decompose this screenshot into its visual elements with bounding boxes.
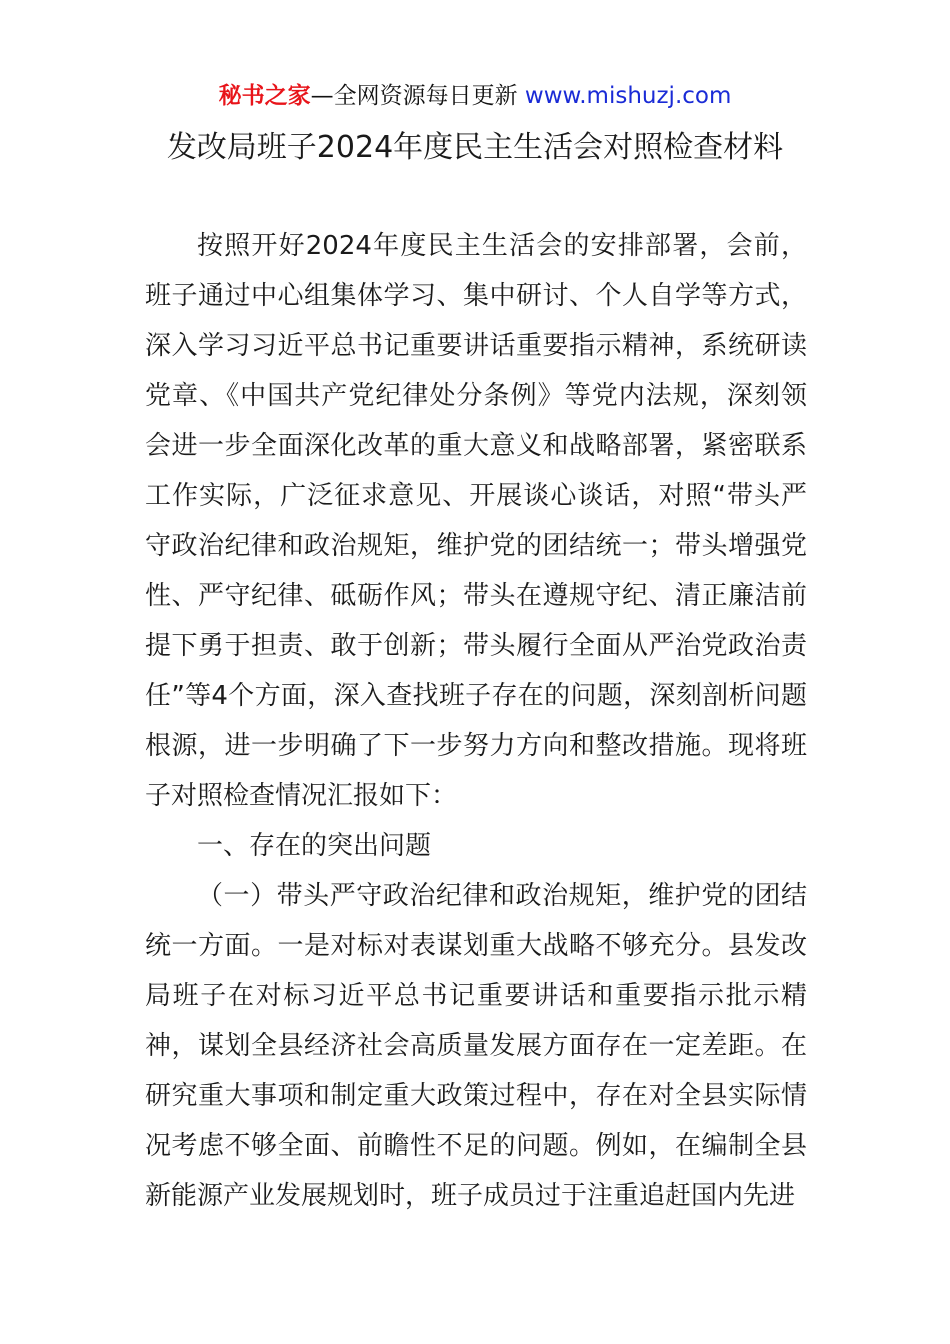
intro-paragraph: 按照开好2024年度民主生活会的安排部署，会前，班子通过中心组集体学习、集中研讨、个人自学等方式，深入学习习近平总书记重要讲话重要指示精神，系统研读党章、《中国共产党纪律处分条例》等党内法规，深刻领会进一步全面深化改革的重大意义和战略部署，紧密联系工作实际，广泛征求意见、开展谈心谈话，对照“带头严守政治纪律和政治规矩，维护党的团结统一；带头增强党性、严守纪律、砥砺作风；带头在遵规守纪、清正廉洁前提下勇于担责、敢于创新；带头履行全面从严治党政治责任”等4个方面，深入查找班子存在的问题，深刻剖析问题根源，进一步明确了下一步努力方向和整改措施。现将班子对照检查情况汇报如下： xyxy=(145,231,807,811)
brand-name: 秘书之家 xyxy=(218,83,311,109)
section-heading: 一、存在的突出问题 xyxy=(197,831,432,861)
header-tagline: —全网资源每日更新 xyxy=(310,83,525,109)
site-url-link[interactable]: www.mishuzj.com xyxy=(524,83,732,109)
document-title: 发改局班子2024年度民主生活会对照检查材料 xyxy=(166,130,784,165)
site-header xyxy=(0,80,950,112)
document-body xyxy=(145,221,807,1221)
body-paragraph: （一）带头严守政治纪律和政治规矩，维护党的团结统一方面。一是对标对表谋划重大战略不够充分。县发改局班子在对标习近平总书记重要讲话和重要指示批示精神，谋划全县经济社会高质量发展方面存在一定差距。在研究重大事项和制定重大政策过程中，存在对全县实际情况考虑不够全面、前瞻性不足的问题。例如，在编制全县新能源产业发展规划时，班子成员过于注重追赶国内先进 xyxy=(145,881,807,1211)
